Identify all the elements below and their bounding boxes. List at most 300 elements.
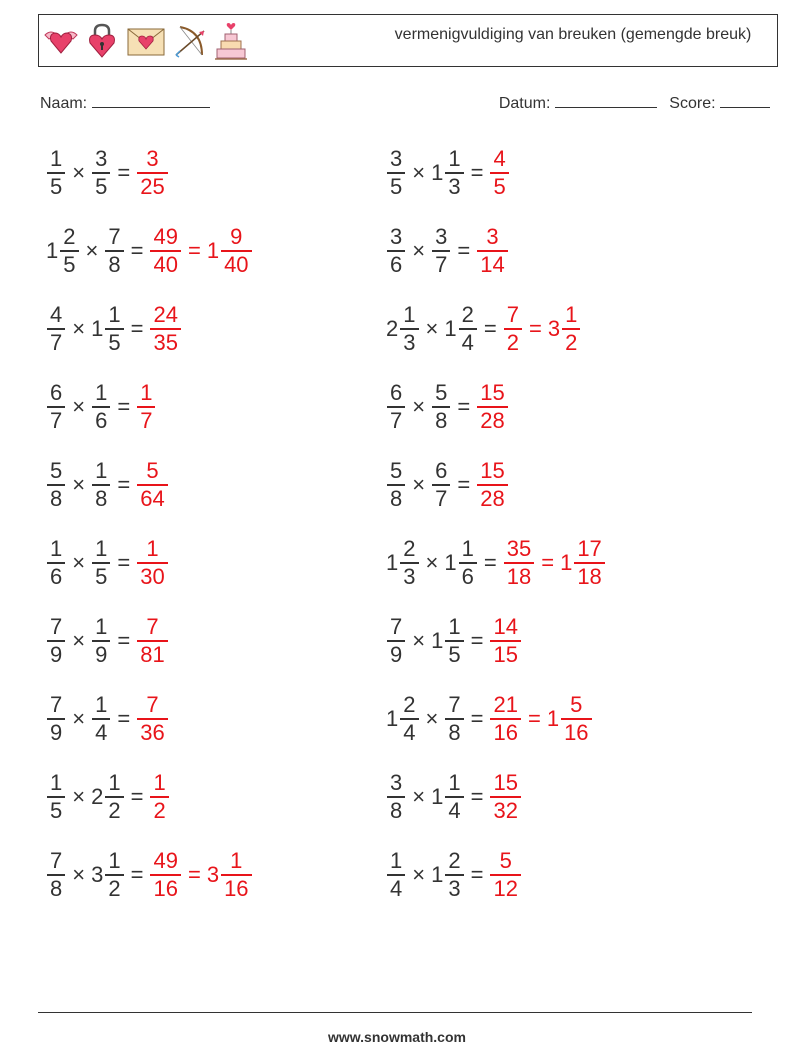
factor-b-denominator: 3 — [448, 173, 461, 199]
factor-b-fraction — [92, 536, 110, 590]
factor-a — [46, 692, 66, 746]
factor-a — [46, 848, 66, 902]
factor-b-fraction — [105, 848, 123, 902]
equals-sign: = — [457, 238, 471, 263]
winged-heart-icon — [43, 21, 79, 61]
factor-b — [91, 458, 111, 512]
factor-b-denominator: 5 — [95, 173, 108, 199]
factor-b-fraction — [445, 146, 463, 200]
answer — [489, 692, 592, 746]
answer-mixed-numerator: 1 — [230, 848, 243, 874]
equals-sign: = — [117, 550, 131, 575]
answer-mixed-fraction — [221, 224, 251, 278]
answer-improper-fraction — [150, 770, 168, 824]
factor-b-denominator: 7 — [435, 251, 448, 277]
factor-b — [91, 848, 125, 902]
factor-a-denominator: 7 — [50, 407, 63, 433]
times-sign: × — [412, 394, 426, 419]
factor-b — [91, 146, 111, 200]
answer-improper — [149, 302, 181, 356]
factor-a-denominator: 9 — [50, 719, 63, 745]
factor-b-fraction — [445, 614, 463, 668]
factor-b — [431, 224, 451, 278]
answer — [136, 380, 156, 434]
factor-b-fraction — [459, 536, 477, 590]
factor-a-fraction — [47, 614, 65, 668]
answer-improper-denominator: 64 — [140, 485, 165, 511]
factor-a-fraction — [47, 536, 65, 590]
equals-sign: = — [470, 706, 484, 731]
answer-improper-denominator: 7 — [140, 407, 153, 433]
factor-a-denominator: 8 — [390, 485, 403, 511]
factor-a — [46, 770, 66, 824]
answer-improper-denominator: 35 — [153, 329, 178, 355]
factor-a-numerator: 3 — [390, 770, 403, 796]
times-sign: × — [85, 238, 99, 263]
worksheet-title: vermenigvuldiging van breuken (gemengde breuk) — [394, 26, 752, 43]
answer-improper-denominator: 18 — [506, 563, 532, 589]
equals-sign: = — [130, 316, 144, 341]
factor-a-numerator: 5 — [390, 458, 403, 484]
factor-b-numerator: 7 — [108, 224, 121, 250]
problem-item — [46, 299, 182, 359]
answer-mixed-whole: 3 — [547, 316, 561, 341]
factor-a-whole: 1 — [386, 550, 399, 575]
times-sign: × — [412, 160, 426, 185]
answer-improper-numerator: 1 — [140, 380, 153, 406]
answer — [136, 536, 168, 590]
footer-divider — [38, 1012, 752, 1013]
answer-improper-denominator: 15 — [493, 641, 518, 667]
factor-b-whole: 2 — [91, 784, 104, 809]
answer — [149, 302, 181, 356]
answer-improper-denominator: 5 — [493, 173, 506, 199]
times-sign: × — [412, 628, 426, 653]
answer-improper — [489, 614, 521, 668]
factor-b-denominator: 8 — [448, 719, 461, 745]
factor-b — [91, 380, 111, 434]
answer-improper-numerator: 14 — [493, 614, 518, 640]
times-sign: × — [72, 784, 86, 809]
answer-improper-numerator: 5 — [146, 458, 159, 484]
answer-improper-numerator: 4 — [493, 146, 506, 172]
factor-a-whole: 2 — [386, 316, 399, 341]
factor-b-fraction — [432, 224, 450, 278]
answer-improper-fraction — [477, 380, 507, 434]
answer-improper — [489, 146, 509, 200]
factor-b-fraction — [92, 146, 110, 200]
header-box — [38, 14, 778, 67]
factor-b-numerator: 1 — [108, 302, 121, 328]
factor-b-numerator: 1 — [448, 614, 461, 640]
factor-a-numerator: 5 — [50, 458, 63, 484]
factor-a-denominator: 3 — [403, 563, 416, 589]
times-sign: × — [425, 316, 439, 341]
factor-a — [46, 536, 66, 590]
answer-improper-fraction — [490, 692, 520, 746]
answer — [136, 692, 168, 746]
equals-sign: = — [470, 862, 484, 887]
factor-b — [431, 458, 451, 512]
equals-sign: = — [117, 394, 131, 419]
factor-a — [46, 146, 66, 200]
score-blank[interactable] — [720, 93, 770, 108]
equals-sign: = — [130, 784, 144, 809]
factor-a-denominator: 7 — [390, 407, 403, 433]
factor-a-denominator: 5 — [50, 797, 63, 823]
times-sign: × — [72, 394, 86, 419]
problem-item — [386, 143, 510, 203]
name-blank[interactable] — [92, 93, 210, 108]
answer-equals-sign: = — [187, 862, 201, 887]
answer-improper-denominator: 16 — [493, 719, 518, 745]
answer-improper — [489, 848, 521, 902]
factor-a-denominator: 4 — [403, 719, 416, 745]
factor-a-numerator: 1 — [390, 848, 403, 874]
times-sign: × — [72, 628, 86, 653]
answer — [476, 380, 508, 434]
answer-improper-fraction — [150, 848, 180, 902]
times-sign: × — [412, 238, 426, 263]
factor-b — [431, 614, 465, 668]
cupid-bow-arrow-icon — [172, 21, 208, 61]
answer-mixed-whole: 1 — [206, 238, 220, 263]
problem-item — [386, 689, 593, 749]
factor-b-whole: 1 — [444, 316, 457, 341]
problem-item — [386, 455, 509, 515]
answer-improper-numerator: 3 — [146, 146, 159, 172]
answer — [149, 224, 252, 278]
problem-item — [386, 845, 522, 905]
equals-sign: = — [470, 160, 484, 185]
factor-b-denominator: 5 — [95, 563, 108, 589]
answer-improper-denominator: 2 — [506, 329, 519, 355]
answer-mixed — [560, 536, 606, 590]
equals-sign: = — [470, 628, 484, 653]
factor-b-fraction — [92, 458, 110, 512]
answer-improper — [136, 614, 168, 668]
factor-a — [386, 146, 406, 200]
equals-sign: = — [483, 316, 497, 341]
answer-mixed-fraction — [574, 536, 604, 590]
factor-b — [104, 224, 124, 278]
problem-item — [386, 377, 509, 437]
answer-improper-fraction — [504, 302, 522, 356]
factor-b — [91, 302, 125, 356]
score-label: Score: — [669, 95, 716, 112]
answer-mixed — [207, 224, 253, 278]
answer — [476, 458, 508, 512]
factor-a-fraction — [47, 458, 65, 512]
icon-strip — [43, 21, 249, 61]
factor-a-fraction — [47, 302, 65, 356]
answer-improper-fraction — [477, 224, 507, 278]
times-sign: × — [412, 784, 426, 809]
equals-sign: = — [117, 160, 131, 185]
answer-improper-numerator: 35 — [506, 536, 532, 562]
factor-b-numerator: 1 — [95, 536, 108, 562]
problem-item — [386, 611, 522, 671]
answer-improper — [149, 224, 181, 278]
factor-a-fraction — [387, 848, 405, 902]
answer-improper — [476, 380, 508, 434]
factor-a-numerator: 2 — [403, 692, 416, 718]
answer-improper — [136, 692, 168, 746]
factor-a — [46, 380, 66, 434]
problem-item — [46, 143, 169, 203]
factor-b-denominator: 4 — [448, 797, 461, 823]
answer — [149, 770, 169, 824]
name-label: Naam: — [40, 95, 88, 112]
answer — [489, 770, 521, 824]
factor-b-numerator: 1 — [108, 770, 121, 796]
factor-b-fraction — [432, 458, 450, 512]
factor-a — [46, 302, 66, 356]
answer-mixed-whole: 1 — [560, 550, 573, 575]
factor-b — [444, 302, 478, 356]
factor-b-numerator: 1 — [461, 536, 474, 562]
equals-sign: = — [130, 862, 144, 887]
answer-improper-fraction — [137, 380, 155, 434]
answer-improper-numerator: 49 — [153, 224, 178, 250]
factor-b-whole: 1 — [431, 784, 444, 809]
problem-item — [386, 221, 509, 281]
factor-a-fraction — [387, 380, 405, 434]
answer-mixed-numerator: 5 — [570, 692, 583, 718]
answer-mixed-fraction — [221, 848, 251, 902]
equals-sign: = — [470, 784, 484, 809]
answer-improper-fraction — [477, 458, 507, 512]
factor-a-denominator: 9 — [390, 641, 403, 667]
factor-b-denominator: 2 — [108, 875, 121, 901]
problem-item — [46, 533, 169, 593]
factor-a-denominator: 8 — [50, 875, 63, 901]
answer-improper-denominator: 36 — [140, 719, 165, 745]
name-field — [40, 93, 210, 113]
love-letter-icon — [125, 21, 167, 61]
answer-improper — [149, 770, 169, 824]
factor-b-denominator: 8 — [108, 251, 121, 277]
factor-b-denominator: 7 — [435, 485, 448, 511]
factor-b-fraction — [459, 302, 477, 356]
factor-b-denominator: 6 — [461, 563, 474, 589]
factor-a — [386, 770, 406, 824]
factor-b — [444, 536, 478, 590]
answer — [136, 146, 168, 200]
answer-improper — [136, 458, 168, 512]
problem-item — [46, 221, 253, 281]
factor-b-fraction — [445, 848, 463, 902]
factor-a-fraction — [387, 146, 405, 200]
factor-a-fraction — [387, 614, 405, 668]
factor-b-fraction — [105, 224, 123, 278]
factor-b-denominator: 2 — [108, 797, 121, 823]
factor-a-denominator: 6 — [50, 563, 63, 589]
answer-improper-denominator: 25 — [140, 173, 165, 199]
factor-b-denominator: 8 — [95, 485, 108, 511]
factor-a-fraction — [47, 692, 65, 746]
answer — [136, 458, 168, 512]
answer-improper-fraction — [137, 458, 167, 512]
answer-improper-numerator: 1 — [153, 770, 166, 796]
factor-a-numerator: 3 — [390, 224, 403, 250]
factor-b-numerator: 7 — [448, 692, 461, 718]
equals-sign: = — [457, 394, 471, 419]
factor-b-fraction — [92, 692, 110, 746]
answer-equals-sign: = — [541, 550, 555, 575]
factor-b — [431, 380, 451, 434]
factor-b-numerator: 2 — [461, 302, 474, 328]
times-sign: × — [72, 862, 86, 887]
answer-improper — [476, 458, 508, 512]
answer-improper-denominator: 30 — [140, 563, 165, 589]
answer-improper-denominator: 40 — [153, 251, 178, 277]
factor-a-fraction — [387, 770, 405, 824]
answer — [489, 146, 509, 200]
factor-a-whole: 1 — [386, 706, 399, 731]
factor-a — [386, 302, 420, 356]
factor-a-fraction — [400, 536, 418, 590]
factor-b-whole: 1 — [444, 550, 457, 575]
factor-b — [431, 146, 465, 200]
times-sign: × — [72, 706, 86, 731]
equals-sign: = — [457, 472, 471, 497]
factor-b-numerator: 3 — [435, 224, 448, 250]
answer-improper-fraction — [504, 536, 534, 590]
factor-a — [386, 848, 406, 902]
answer-improper-fraction — [150, 224, 180, 278]
answer-improper-numerator: 15 — [493, 770, 518, 796]
factor-b-denominator: 6 — [95, 407, 108, 433]
answer-improper-fraction — [490, 848, 520, 902]
factor-a-numerator: 1 — [403, 302, 416, 328]
factor-a-numerator: 4 — [50, 302, 63, 328]
factor-b-numerator: 1 — [448, 146, 461, 172]
factor-b — [91, 536, 111, 590]
factor-b-denominator: 4 — [95, 719, 108, 745]
answer — [489, 614, 521, 668]
answer-improper-fraction — [490, 614, 520, 668]
answer-equals-sign: = — [187, 238, 201, 263]
answer — [503, 536, 606, 590]
factor-b-numerator: 5 — [435, 380, 448, 406]
answer-improper-numerator: 24 — [153, 302, 178, 328]
answer-improper-denominator: 16 — [153, 875, 178, 901]
factor-a-denominator: 9 — [50, 641, 63, 667]
factor-a-numerator: 7 — [390, 614, 403, 640]
answer-mixed-fraction — [561, 692, 591, 746]
times-sign: × — [72, 550, 86, 575]
factor-b-numerator: 1 — [95, 380, 108, 406]
factor-a-numerator: 7 — [50, 614, 63, 640]
date-blank[interactable] — [555, 93, 657, 108]
factor-a-denominator: 8 — [50, 485, 63, 511]
answer-mixed-numerator: 17 — [577, 536, 602, 562]
times-sign: × — [72, 472, 86, 497]
answer-mixed-numerator: 1 — [565, 302, 578, 328]
factor-b-numerator: 2 — [448, 848, 461, 874]
wedding-cake-icon — [213, 21, 249, 61]
answer — [503, 302, 582, 356]
answer-mixed — [207, 848, 253, 902]
factor-b — [91, 692, 111, 746]
factor-a-denominator: 6 — [390, 251, 403, 277]
problem-item — [46, 455, 169, 515]
answer-equals-sign: = — [528, 316, 542, 341]
factor-a-denominator: 3 — [403, 329, 416, 355]
factor-a-fraction — [47, 848, 65, 902]
answer-improper-numerator: 21 — [493, 692, 518, 718]
answer-improper — [489, 770, 521, 824]
factor-a-numerator: 1 — [50, 770, 63, 796]
factor-a-fraction — [47, 380, 65, 434]
factor-a — [386, 692, 420, 746]
answer-improper-fraction — [137, 692, 167, 746]
problem-item — [46, 611, 169, 671]
factor-b-whole: 1 — [431, 628, 444, 653]
factor-b — [91, 614, 111, 668]
factor-b-denominator: 8 — [435, 407, 448, 433]
factor-a — [46, 614, 66, 668]
answer-improper-fraction — [150, 302, 180, 356]
equals-sign: = — [117, 706, 131, 731]
answer-improper-numerator: 3 — [486, 224, 499, 250]
factor-b-numerator: 1 — [95, 458, 108, 484]
answer-mixed-fraction — [562, 302, 580, 356]
factor-a-numerator: 3 — [390, 146, 403, 172]
factor-a-numerator: 1 — [50, 536, 63, 562]
answer-improper — [136, 536, 168, 590]
factor-a-fraction — [387, 224, 405, 278]
answer-mixed-whole: 1 — [546, 706, 560, 731]
answer-improper-fraction — [137, 614, 167, 668]
answer-improper-numerator: 7 — [506, 302, 519, 328]
answer-improper-numerator: 7 — [146, 614, 159, 640]
factor-a-denominator: 7 — [50, 329, 63, 355]
factor-b-numerator: 3 — [95, 146, 108, 172]
factor-a-denominator: 8 — [390, 797, 403, 823]
answer-improper-denominator: 2 — [153, 797, 166, 823]
factor-b — [431, 848, 465, 902]
factor-b-denominator: 4 — [461, 329, 474, 355]
factor-a-fraction — [400, 692, 418, 746]
answer-improper — [136, 146, 168, 200]
factor-a-fraction — [400, 302, 418, 356]
answer-improper-numerator: 15 — [480, 380, 505, 406]
factor-a-denominator: 5 — [50, 173, 63, 199]
factor-a — [386, 380, 406, 434]
answer-mixed-denominator: 16 — [224, 875, 249, 901]
answer-improper-denominator: 32 — [493, 797, 518, 823]
factor-b-whole: 1 — [431, 160, 444, 185]
factor-a — [46, 458, 66, 512]
factor-b-denominator: 9 — [95, 641, 108, 667]
answer-mixed — [547, 692, 593, 746]
factor-b — [444, 692, 464, 746]
times-sign: × — [412, 862, 426, 887]
factor-b-denominator: 5 — [448, 641, 461, 667]
date-label: Datum: — [498, 95, 551, 112]
factor-a — [386, 458, 406, 512]
factor-b-fraction — [445, 770, 463, 824]
factor-b-denominator: 3 — [448, 875, 461, 901]
times-sign: × — [412, 472, 426, 497]
factor-b — [431, 770, 465, 824]
answer-mixed-denominator: 16 — [564, 719, 589, 745]
factor-b-fraction — [105, 770, 123, 824]
equals-sign: = — [117, 628, 131, 653]
answer-improper-denominator: 12 — [493, 875, 518, 901]
